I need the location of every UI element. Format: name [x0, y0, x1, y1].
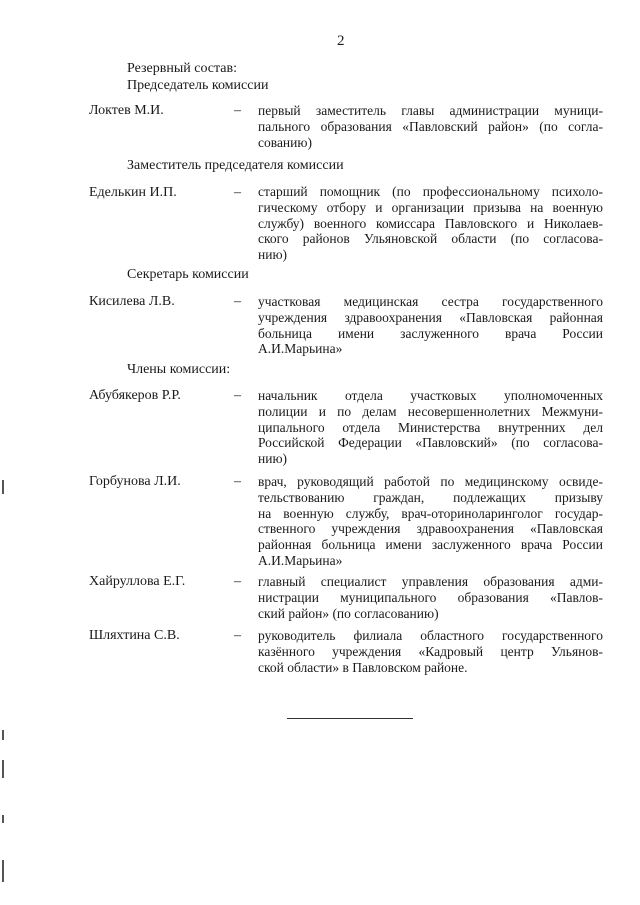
member-description — [258, 574, 603, 621]
description-line: А.И.Марьина» — [258, 552, 343, 568]
member-dash: – — [234, 185, 241, 200]
description-line: ский район» (по согласованию) — [258, 605, 439, 621]
member-name: Шляхтина С.В. — [89, 628, 180, 643]
description-line: нию) — [258, 451, 288, 467]
member-name: Локтев М.И. — [89, 103, 164, 118]
description-line: главный специалист управления образования адми- — [258, 574, 603, 589]
member-dash: – — [234, 388, 241, 403]
description-line: учреждения здравоохранения «Павловская районная — [258, 309, 603, 325]
description-line: А.И.Марьина» — [258, 341, 343, 357]
description-line: руководитель филиала областного государственного — [258, 628, 603, 643]
description-line: начальник отдела участковых уполномоченных — [258, 388, 603, 403]
member-dash: – — [234, 574, 241, 589]
description-line: старший помощник (по профессиональному психоло- — [258, 184, 603, 199]
description-line: ского районов Ульяновской области (по согласова- — [258, 231, 603, 247]
member-name: Хайруллова Е.Г. — [89, 574, 186, 589]
description-line: ципального отдела Министерства внутренних дел — [258, 419, 603, 435]
description-line: участковая медицинская сестра государственного — [258, 294, 603, 309]
description-line: службу) военного комиссара Павловского и Николаев- — [258, 215, 603, 231]
description-line: врач, руководящий работой по медицинскому освиде- — [258, 474, 603, 489]
description-line: Российской Федерации «Павловский» (по согласова- — [258, 435, 603, 451]
member-description — [258, 294, 603, 357]
description-line: пального образования «Павловский район» (по согла- — [258, 118, 603, 134]
description-line: на военную службу, врач-оториноларинголог государ- — [258, 505, 603, 521]
member-name: Кисилева Л.В. — [89, 294, 175, 309]
description-line: ственного учреждения здравоохранения «Павловская — [258, 521, 603, 537]
description-line: нию) — [258, 247, 288, 263]
description-line: полиции и по делам несовершеннолетних Межмуни- — [258, 403, 603, 419]
section-heading-deputy: Заместитель председателя комиссии — [127, 158, 344, 173]
member-description — [258, 103, 603, 150]
scan-edge-marks — [0, 0, 8, 905]
page-number: 2 — [337, 33, 345, 49]
section-heading-members: Члены комиссии: — [127, 362, 231, 377]
description-line: сованию) — [258, 134, 312, 150]
description-line: районная больница имени заслуженного врача России — [258, 537, 603, 553]
description-line: казённого учреждения «Кадровый центр Ульянов- — [258, 643, 603, 659]
member-dash: – — [234, 103, 241, 118]
member-dash: – — [234, 294, 241, 309]
description-line: больница имени заслуженного врача России — [258, 325, 603, 341]
member-description — [258, 184, 603, 263]
member-dash: – — [234, 474, 241, 489]
section-heading-secretary: Секретарь комиссии — [127, 267, 249, 282]
member-name: Горбунова Л.И. — [89, 474, 181, 489]
description-line: гическому отбору и организации призыва на военную — [258, 199, 603, 215]
member-description — [258, 474, 603, 569]
member-dash: – — [234, 628, 241, 643]
end-divider — [287, 718, 413, 719]
member-name: Абубякеров Р.Р. — [89, 388, 181, 403]
description-line: тельствованию граждан, подлежащих призыву — [258, 489, 603, 505]
member-description — [258, 628, 603, 675]
member-name: Еделькин И.П. — [89, 185, 177, 200]
section-heading-chairman: Председатель комиссии — [127, 78, 269, 93]
member-description — [258, 388, 603, 467]
description-line: нистрации муниципального образования «Павлов- — [258, 589, 603, 605]
description-line: ской области» в Павловском районе. — [258, 659, 468, 675]
description-line: первый заместитель главы администрации муници- — [258, 103, 603, 118]
section-heading-reserve: Резервный состав: — [127, 61, 238, 76]
